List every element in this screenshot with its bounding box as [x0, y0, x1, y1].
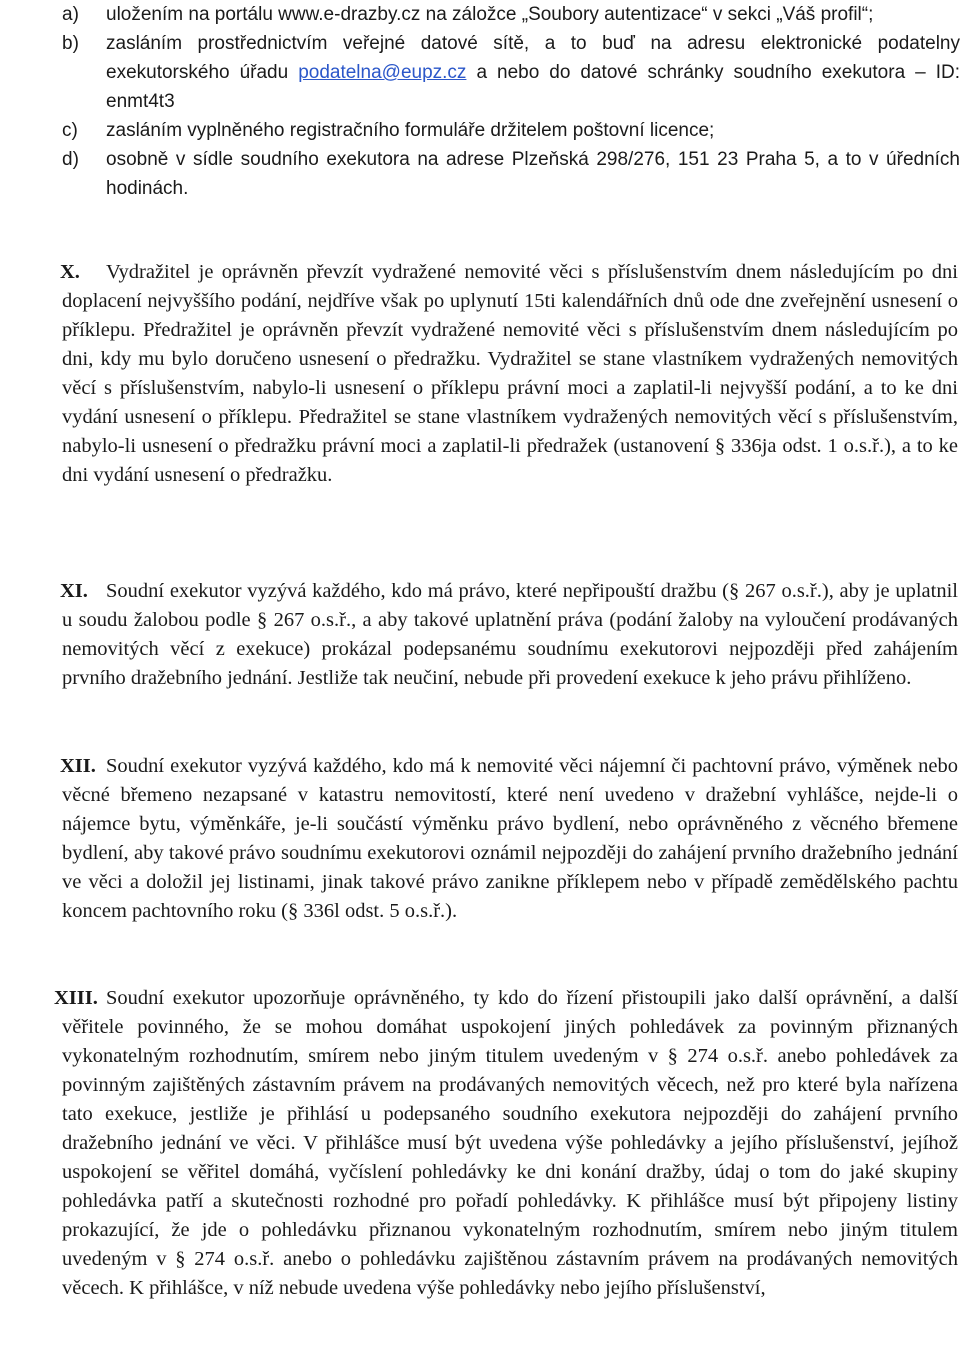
section-xi [62, 577, 958, 693]
list-text: osobně v sídle soudního exekutora na adrese Plzeňská 298/276, 151 23 Praha 5, a to v úředních hodinách. [106, 149, 960, 199]
list-item [62, 0, 960, 29]
section-text: Soudní exekutor vyzývá každého, kdo má k nemovité věci nájemní či pachtovní právo, výměnek nebo věcné břemeno nezapsané v katastru nemovitostí, které není uvedeno v dražební vyhlášce, nejde-li o nájemce bytu, výměnkáře, je-li součástí výměnku právo bydlení, nebo oprávněného z věcného břemene bydlení, aby takové právo soudnímu exekutorovi oznámil nejpozději do zahájení prvního dražebního jednání ve věci a doložil jej listinami, jinak takové právo zanikne příklepem nebo v případě zemědělského pachtu koncem pachtovního roku (§ 336l odst. 5 o.s.ř.). [62, 755, 958, 922]
section-x [62, 258, 958, 490]
section-number: XIII. [54, 987, 98, 1009]
section-text: Soudní exekutor upozorňuje oprávněného, ty kdo do řízení přistoupili jako další oprávnění, a další věřitele povinného, že se mohou domáhat uspokojení jiných pohledávek za povinným přiznaných vykonatelným rozhodnutím, smírem nebo jiným titulem uvedeným v § 274 o.s.ř. anebo pohledávek za povinným zajištěných zástavním právem na prodávaných nemovitých věcech, než pro které byla nařízena tato exekuce, jestliže je přihlásí u podepsaného soudního exekutora nejpozději do zahájení prvního dražebního jednání ve věci. V přihlášce musí být uvedena výše pohledávky a jejího příslušenství, jejíhož uspokojení se věřitel domáhá, vyčíslení pohledávky ke dni konání dražby, údaj o tom do jaké skupiny pohledávka patří a skutečnosti rozhodné pro pořadí pohledávky. K přihlášce musí být připojeny listiny prokazující, že jde o pohledávku přiznanou vykonatelným rozhodnutím, smírem nebo jiným titulem uvedeným v § 274 o.s.ř. anebo o pohledávku zajištěnou zástavním právem na prodávaných nemovitých věcech. K přihlášce, v níž nebude uvedena výše pohledávky nebo jejího příslušenství, [62, 987, 958, 1299]
section-number: XII. [60, 755, 96, 777]
list-marker: d) [62, 149, 79, 170]
section-text: Soudní exekutor vyzývá každého, kdo má právo, které nepřipouští dražbu (§ 267 o.s.ř.), aby je uplatnil u soudu žalobou podle § 267 o.s.ř., a aby takové uplatnění práva (podání žaloby na vyloučení prodávaných nemovitých věcí z exekuce) prokázal podepsanému soudnímu exekutorovi nejpozději před zahájením prvního dražebního jednání. Jestliže tak neučiní, nebude při provedení exekuce k jeho právu přihlíženo. [62, 580, 958, 689]
list-item [62, 29, 960, 116]
email-link[interactable]: podatelna@eupz.cz [298, 62, 467, 83]
section-number: X. [60, 261, 80, 283]
submission-methods-list [62, 0, 960, 203]
section-text: Vydražitel je oprávněn převzít vydražené nemovité věci s příslušenstvím dnem následujícím po dni doplacení nejvyššího podání, nejdříve však po uplynutí 15ti kalendářních dnů ode dne zveřejnění usnesení o příklepu. Předražitel je oprávněn převzít vydražené nemovité věci s příslušenstvím dnem následujícím po dni, kdy mu bylo doručeno usnesení o předražku. Vydražitel se stane vlastníkem vydražených nemovitých věcí s příslušenstvím, nabylo-li usnesení o příklepu právní moci a zaplatil-li nejvyšší podání, a to ke dni vydání usnesení o příklepu. Předražitel se stane vlastníkem vydražených nemovitých věcí s příslušenstvím, nabylo-li usnesení o předražku právní moci a zaplatil-li předražek (ustanovení § 336ja odst. 1 o.s.ř.), a to ke dni vydání usnesení o předražku. [62, 261, 958, 486]
section-number: XI. [60, 580, 88, 602]
list-marker: b) [62, 33, 79, 54]
list-marker: a) [62, 4, 79, 25]
section-xiii [54, 984, 958, 1303]
section-xii [62, 752, 958, 926]
list-text: zasláním prostřednictvím veřejné datové sítě, a to buď na adresu elektronické podatelny exekutorského úřadu podatelna@eupz.cz a nebo do datové schránky soudního exekutora – ID: enmt4t3 [106, 33, 960, 112]
list-marker: c) [62, 120, 78, 141]
list-text: zasláním vyplněného registračního formuláře držitelem poštovní licence; [106, 120, 715, 141]
list-item [62, 116, 960, 145]
list-item [62, 145, 960, 203]
list-text: uložením na portálu www.e-drazby.cz na záložce „Soubory autentizace“ v sekci „Váš profil“; [106, 4, 874, 25]
